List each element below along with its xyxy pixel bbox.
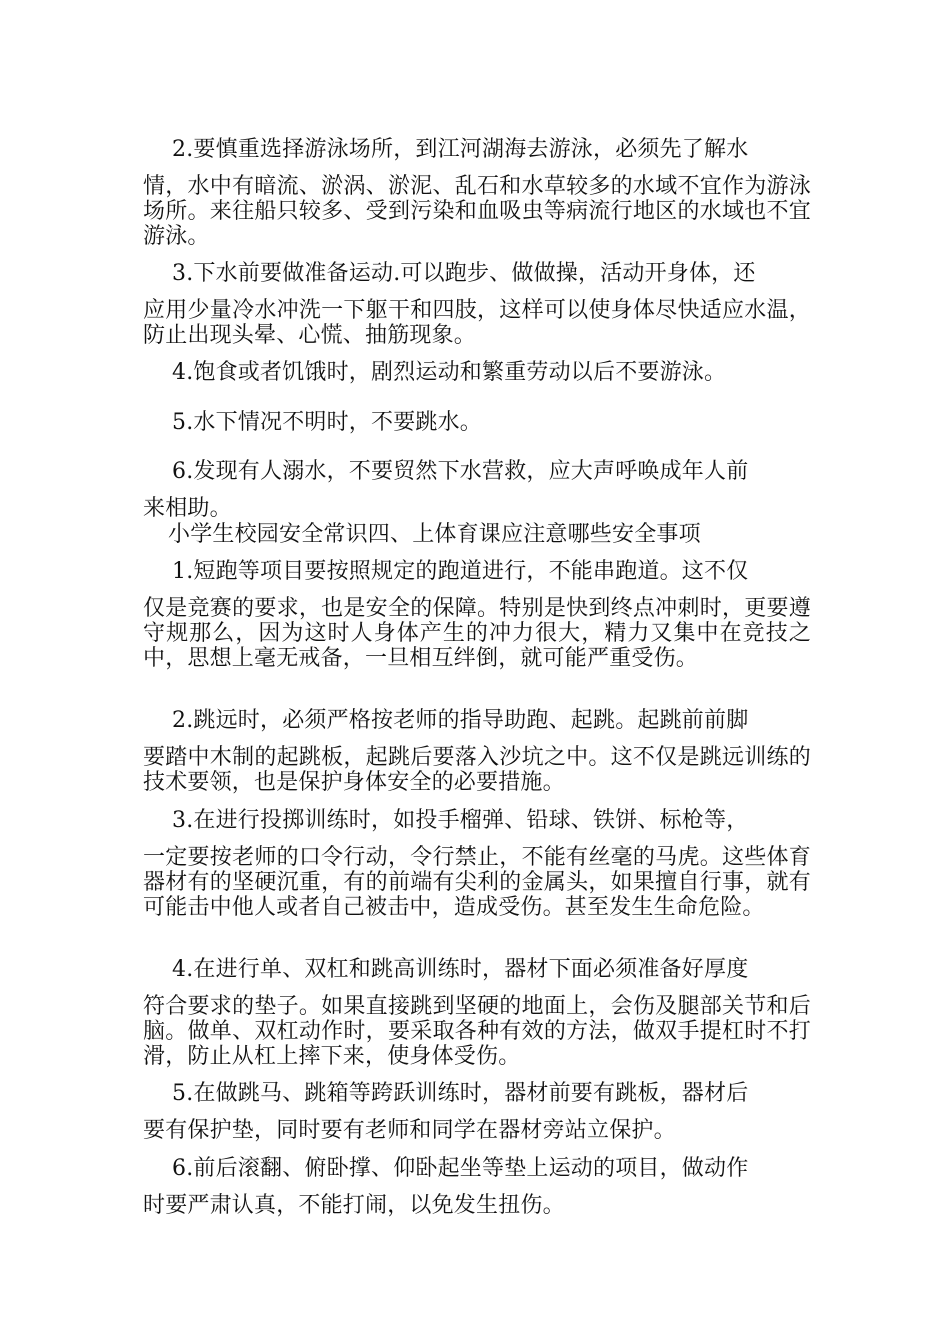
paragraph-pe-1	[143, 559, 811, 671]
paragraph-pe-4	[143, 957, 811, 1069]
paragraph-swim-6	[143, 459, 811, 521]
section-heading: 小学生校园安全常识四、上体育课应注意哪些安全事项	[168, 522, 701, 547]
paragraph-lead: 4.在进行单、双杠和跳高训练时，器材下面必须准备好厚度	[172, 957, 749, 982]
paragraph-body: 一定要按老师的口令行动，令行禁止，不能有丝毫的马虎。这些体育器材有的坚硬沉重，有的前端有尖利的金属头，如果擅自行事，就有可能击中他人或者自己被击中，造成受伤。甚至发生生命危险。	[143, 845, 811, 920]
paragraph-swim-4	[143, 360, 811, 397]
paragraph-swim-2	[143, 137, 811, 249]
paragraph-lead: 4.饱食或者饥饿时，剧烈运动和繁重劳动以后不要游泳。	[172, 360, 727, 385]
paragraph-lead: 2.要慎重选择游泳场所，到江河湖海去游泳，必须先了解水	[172, 137, 749, 162]
paragraph-pe-3	[143, 808, 811, 920]
paragraph-pe-6	[143, 1156, 811, 1218]
paragraph-body: 来相助。	[143, 496, 232, 521]
paragraph-lead: 5.水下情况不明时，不要跳水。	[172, 410, 482, 435]
paragraph-lead: 6.前后滚翻、俯卧撑、仰卧起坐等垫上运动的项目，做动作	[172, 1156, 749, 1181]
paragraph-lead: 2.跳远时，必须严格按老师的指导助跑、起跳。起跳前前脚	[172, 708, 749, 733]
paragraph-lead: 6.发现有人溺水，不要贸然下水营救，应大声呼唤成年人前	[172, 459, 749, 484]
paragraph-pe-2	[143, 708, 811, 795]
paragraph-body: 时要严肃认真，不能打闹，以免发生扭伤。	[143, 1193, 565, 1218]
paragraph-body: 符合要求的垫子。如果直接跳到坚硬的地面上，会伤及腿部关节和后脑。做单、双杠动作时，要采取各种有效的方法，做双手提杠时不打滑，防止从杠上摔下来，使身体受伤。	[143, 994, 811, 1069]
paragraph-lead: 3.下水前要做准备运动.可以跑步、做做操，活动开身体，还	[172, 261, 756, 286]
paragraph-lead: 3.在进行投掷训练时，如投手榴弹、铅球、铁饼、标枪等，	[172, 808, 749, 833]
paragraph-body: 情，水中有暗流、淤涡、淤泥、乱石和水草较多的水域不宜作为游泳场所。来往船只较多、受到污染和血吸虫等病流行地区的水域也不宜游泳。	[143, 174, 811, 249]
paragraph-pe-5	[143, 1081, 811, 1143]
paragraph-body: 要踏中木制的起跳板，起跳后要落入沙坑之中。这不仅是跳远训练的技术要领，也是保护身体安全的必要措施。	[143, 745, 811, 795]
paragraph-lead: 5.在做跳马、跳箱等跨跃训练时，器材前要有跳板，器材后	[172, 1081, 749, 1106]
paragraph-swim-5	[143, 410, 811, 447]
paragraph-body: 仅是竞赛的要求，也是安全的保障。特别是快到终点冲刺时，更要遵守规那么，因为这时人身体产生的冲力很大，精力又集中在竞技之中，思想上毫无戒备，一旦相互绊倒，就可能严重受伤。	[143, 596, 811, 671]
paragraph-body: 应用少量冷水冲洗一下躯干和四肢，这样可以使身体尽快适应水温，防止出现头晕、心慌、抽筋现象。	[143, 298, 811, 348]
paragraph-lead: 1.短跑等项目要按照规定的跑道进行，不能串跑道。这不仅	[172, 559, 749, 584]
paragraph-swim-3	[143, 261, 811, 348]
paragraph-body: 要有保护垫，同时要有老师和同学在器材旁站立保护。	[143, 1118, 676, 1143]
